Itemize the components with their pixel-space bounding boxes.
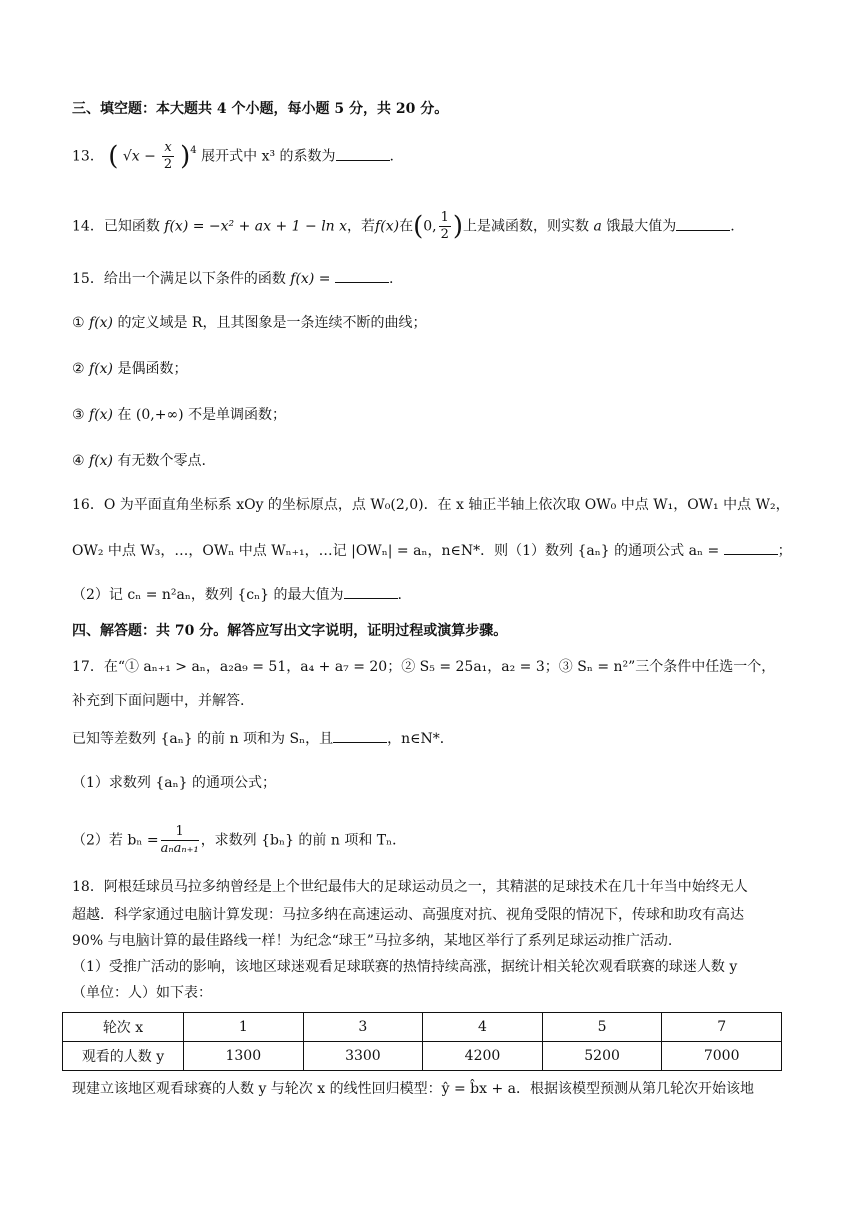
- q13-blank: [336, 146, 390, 161]
- table-cell: 5: [542, 1013, 662, 1042]
- question-17-line-2: 补充到下面问题中，并解答.: [72, 693, 245, 709]
- question-16-line-1: 16．O 为平面直角坐标系 xOy 的坐标原点，点 W₀(2,0)．在 x 轴正半轴上依次取 OW₀ 中点 W₁，OW₁ 中点 W₂，: [72, 497, 790, 513]
- q13-formula-right: ): [180, 141, 191, 172]
- q17-line-3-text-b: ，n∈N*．: [387, 731, 454, 747]
- q13-formula-left: (: [108, 141, 119, 172]
- question-18-line-6: 现建立该地区观看球赛的人数 y 与轮次 x 的线性回归模型：ŷ = b̂x + a．根据该模型预测从第几轮次开始该地: [72, 1081, 754, 1097]
- q14-func: f(x) = −x² + ax + 1 − ln x: [164, 218, 348, 235]
- table-cell: 3: [303, 1013, 423, 1042]
- q14-number: 14．已知函数: [72, 218, 160, 235]
- table-cell: 1: [184, 1013, 304, 1042]
- table-cell: 4: [423, 1013, 543, 1042]
- question-18-line-4: （1）受推广活动的影响，该地区球迷观看足球联赛的热情持续高涨，据统计相关轮次观看联赛的球迷人数 y: [72, 959, 738, 975]
- q14-mid2: 在: [399, 218, 414, 235]
- table-cell: 3300: [303, 1042, 423, 1071]
- question-17-line-3: [72, 728, 454, 750]
- q15-number: 15．给出一个满足以下条件的函数: [72, 271, 286, 287]
- q17-blank: [333, 728, 387, 743]
- table-cell: 4200: [423, 1042, 543, 1071]
- question-14: 14．已知函数 f(x) = −x² + ax + 1 − ln x，若f(x)在(0, $\frac{1}{2}$ )上是减函数，则实数 a 饿最大值为 .: [72, 210, 735, 242]
- question-18-line-2: 超越．科学家通过电脑计算发现：马拉多纳在高速运动、高强度对抗、视角受限的情况下，传球和助攻有高达: [72, 907, 744, 923]
- q14-mid3: 上是减函数，则实数: [463, 218, 590, 235]
- q15-blank: [335, 268, 389, 283]
- condition-3-text-a: 在: [117, 407, 132, 423]
- q17-frac: [161, 824, 199, 857]
- q17-line-3-text-a: 已知等差数列 {aₙ} 的前 n 项和为 Sₙ，且: [72, 731, 334, 747]
- condition-1-text: 的定义域是 R，且其图象是一条连续不断的曲线；: [117, 315, 427, 331]
- condition-2-text: 是偶函数；: [117, 361, 188, 377]
- q14-blank: [676, 216, 730, 231]
- question-15: 15．给出一个满足以下条件的函数 f(x) = .: [72, 268, 393, 290]
- condition-4: ④ f(x) 有无数个零点.: [72, 453, 206, 469]
- q14-fx: f(x): [375, 218, 400, 235]
- data-table: [62, 1012, 782, 1071]
- q16-line-3-text: （2）记 cₙ = n²aₙ，数列 {cₙ} 的最大值为: [72, 587, 344, 603]
- question-17-part-2: [72, 824, 406, 857]
- q14-interval-close: ): [452, 211, 464, 242]
- q16-blank-2: [344, 584, 398, 599]
- q14-interval-open: (: [413, 211, 424, 242]
- question-17-part-1: （1）求数列 {aₙ} 的通项公式；: [72, 775, 277, 791]
- table-cell: 7000: [662, 1042, 782, 1071]
- question-16-line-3: （2）记 cₙ = n²aₙ，数列 {cₙ} 的最大值为 .: [72, 584, 402, 606]
- condition-2: ② f(x) 是偶函数；: [72, 361, 188, 377]
- table-header-x: 轮次 x: [63, 1013, 184, 1042]
- q16-line-2-text: OW₂ 中点 W₃，…，OWₙ 中点 Wₙ₊₁，…记 |OWₙ| = aₙ，n∈N*．则（1）数列 {aₙ} 的通项公式 aₙ =: [72, 543, 720, 559]
- section-4-heading: 四、解答题：共 70 分。解答应写出文字说明，证明过程或演算步骤。: [72, 623, 508, 639]
- table-header-y: 观看的人数 y: [63, 1042, 184, 1071]
- condition-4-text: 有无数个零点.: [117, 453, 206, 469]
- question-18-line-1: 18．阿根廷球员马拉多纳曾经是上个世纪最伟大的足球运动员之一，其精湛的足球技术在几十年当中始终无人: [72, 879, 748, 895]
- q14-end: .: [730, 218, 735, 235]
- q13-number: 13．: [72, 148, 104, 165]
- q17-frac-num: 1: [161, 824, 199, 841]
- question-17-line-1: 17．在“① aₙ₊₁ > aₙ，a₂a₉ = 51，a₄ + a₇ = 20；② S₅ = 25a₁，a₂ = 3；③ Sₙ = n²”三个条件中任选一个，: [72, 659, 776, 675]
- question-13: 13． ( √x − $\frac{x}{2}$ )$^4$ 展开式中 x³ 的系数为 .: [72, 140, 394, 172]
- q13-formula-sqrt: √x −: [122, 148, 156, 165]
- question-18-line-3: 90% 与电脑计算的最佳路线一样！为纪念“球王”马拉多纳，某地区举行了系列足球运动推广活动.: [72, 933, 673, 949]
- condition-3: ③ f(x) 在 (0,+∞) 不是单调函数；: [72, 407, 287, 423]
- q15-end: .: [388, 271, 394, 287]
- condition-3-text-b: 不是单调函数；: [188, 407, 287, 423]
- table-cell: 1300: [184, 1042, 304, 1071]
- q13-text: 展开式中 x³ 的系数为: [201, 148, 336, 165]
- question-16-line-2: OW₂ 中点 W₃，…，OWₙ 中点 Wₙ₊₁，…记 |OWₙ| = aₙ，n∈N*．则（1）数列 {aₙ} 的通项公式 aₙ = ；: [72, 540, 792, 562]
- section-3-heading: 三、填空题：本大题共 4 个小题，每小题 5 分，共 20 分。: [72, 101, 449, 117]
- q13-frac: $\frac{x}{2}$: [163, 140, 173, 172]
- table-row: [63, 1042, 782, 1071]
- q16-blank-1: [724, 540, 778, 555]
- q17-part-2-text-b: ，求数列 {bₙ} 的前 n 项和 Tₙ．: [200, 832, 407, 849]
- table-cell: 7: [662, 1013, 782, 1042]
- table-row: [63, 1013, 782, 1042]
- q17-part-2-text-a: （2）若 bₙ =: [72, 832, 159, 849]
- q14-mid4: 饿最大值为: [606, 218, 677, 235]
- q13-end: .: [389, 148, 394, 165]
- condition-1: ① f(x) 的定义域是 R，且其图象是一条连续不断的曲线；: [72, 315, 427, 331]
- table-cell: 5200: [542, 1042, 662, 1071]
- question-18-line-5: （单位：人）如下表：: [72, 985, 212, 1001]
- q14-mid1: ，若: [347, 218, 376, 235]
- q14-frac: $\frac{1}{2}$: [440, 210, 449, 242]
- q17-frac-den: aₙaₙ₊₁: [160, 841, 199, 856]
